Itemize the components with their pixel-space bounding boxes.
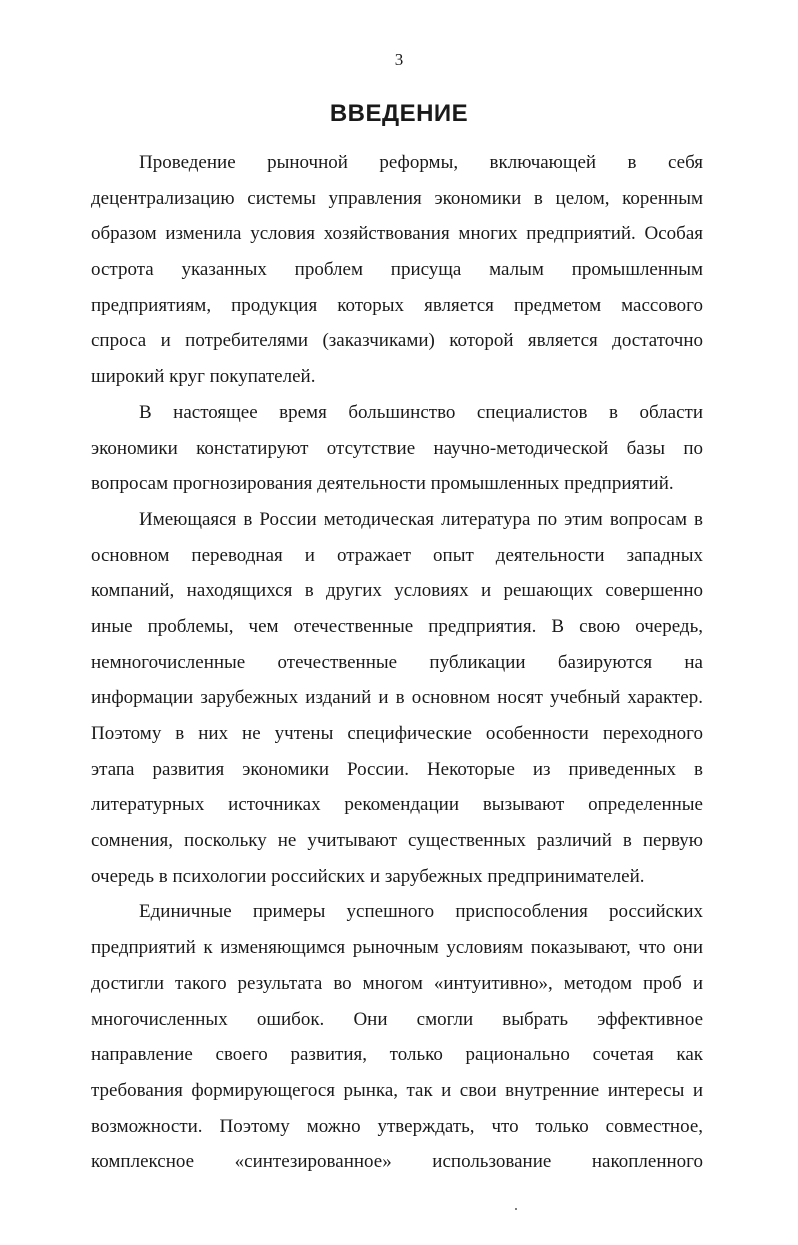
body-text [91,145,703,1180]
text-line: этапа развития экономики России. Некоторые из приведенных в [91,758,703,780]
text-line: предприятиям, продукция которых является предметом массового [91,294,703,316]
text-line: достигли такого результата во многом «интуитивно», методом проб и [91,972,703,994]
paragraph [91,894,703,1180]
paragraph [91,395,703,502]
text-line: децентрализацию системы управления экономики в целом, коренным [91,187,703,209]
text-line: компаний, находящихся в других условиях и решающих совершенно [91,580,703,602]
text-line: вопросам прогнозирования деятельности промышленных предприятий. [91,473,674,495]
paragraph [91,145,703,395]
text-line: Единичные примеры успешного приспособления российских [139,901,703,923]
text-line: В настоящее время большинство специалистов в области [139,401,703,423]
text-line: направление своего развития, только рационально сочетая как [91,1044,703,1066]
scan-speck [515,1208,517,1210]
text-line: иные проблемы, чем отечественные предприятия. В свою очередь, [91,615,703,637]
text-line: экономики констатируют отсутствие научно-методической базы по [91,437,703,459]
text-line: требования формирующегося рынка, так и свои внутренние интересы и [91,1079,703,1101]
text-line: Поэтому в них не учтены специфические особенности переходного [91,723,703,744]
text-line: широкий круг покупателей. [91,366,316,388]
text-line: предприятий к изменяющимся рыночным условиям показывают, что они [91,937,703,959]
page-number: 3 [394,50,404,69]
text-line: сомнения, поскольку не учитывают существенных различий в первую [91,830,703,852]
paragraph [91,502,703,895]
text-line: литературных источниках рекомендации вызывают определенные [91,794,703,816]
text-line: очередь в психологии российских и зарубежных предпринимателей. [91,865,645,887]
text-line: острота указанных проблем присуща малым промышленным [91,259,703,281]
text-line: немногочисленные отечественные публикации базируются на [91,651,703,673]
text-line: комплексное «синтезированное» использование накопленного [91,1151,703,1173]
text-line: образом изменила условия хозяйствования многих предприятий. Особая [91,223,703,245]
text-line: Имеющаяся в России методическая литература по этим вопросам в [139,508,703,530]
text-line: основном переводная и отражает опыт деятельности западных [91,544,703,566]
text-line: информации зарубежных изданий и в основном носят учебный характер. [91,687,703,709]
text-line: возможности. Поэтому можно утверждать, что только совместное, [91,1115,703,1137]
text-line: многочисленных ошибок. Они смогли выбрать эффективное [91,1008,703,1030]
section-heading: ВВЕДЕНИЕ [329,100,469,127]
text-line: Проведение рыночной реформы, включающей в себя [139,152,703,173]
text-line: спроса и потребителями (заказчиками) которой является достаточно [91,330,703,352]
